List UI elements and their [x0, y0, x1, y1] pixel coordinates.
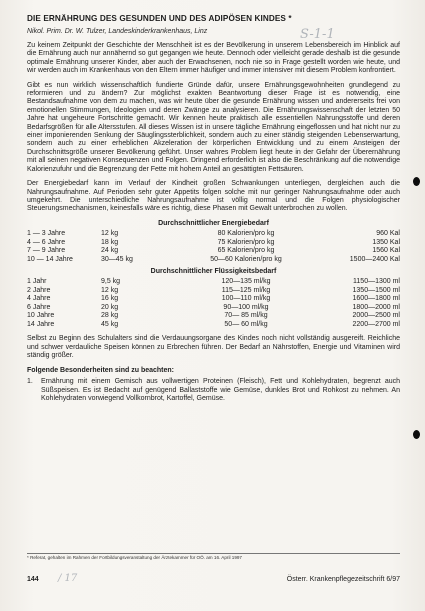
table-cell: 70— 85 ml/kg — [224, 312, 268, 320]
punch-hole — [413, 177, 420, 186]
table-row — [27, 287, 400, 296]
table-cell: 10 — 14 Jahre — [27, 255, 73, 263]
paragraph-3: Der Energiebedarf kann im Verlauf der Kindheit großen Schwankungen unterliegen, dergleichen auch die Nahrungsaufnahme. Auf Perioden sehr guter Appetits folgen solche mit nur geringer Nahrungsaufnahme oder auch umgekehrt. Die unterschiedliche Nahrungsaufnahme ist völlig normal und die Folgen physiologischer Steuerungsmechanismen, keinesfalls wäre es richtig, diese Phasen mit Gewalt unterbrochen zu wollen. — [27, 180, 400, 213]
table-cell: 80 Kalorien/pro kg — [217, 230, 275, 238]
table-row — [27, 295, 400, 304]
table-cell: 2200—2700 ml — [352, 320, 400, 328]
footnote: * Referat, gehalten im Rahmen der Fortbildungsveranstaltung der Ärztekammer für OÖ. am 16. April 1997 — [27, 553, 400, 560]
table-cell: 2000—2500 ml — [352, 312, 400, 320]
table-cell: 7 — 9 Jahre — [27, 247, 66, 255]
handwritten-annotation: S-1-1 — [300, 27, 335, 42]
table-cell: 18 kg — [101, 238, 119, 246]
list-item — [27, 378, 400, 403]
list-item-number: 1. — [27, 378, 33, 386]
table-cell: 28 kg — [101, 312, 119, 320]
energy-table — [27, 230, 400, 264]
table-cell: 45 kg — [101, 320, 119, 328]
table-cell: 14 Jahre — [27, 320, 55, 328]
table-row — [27, 312, 400, 321]
journal-name: Österr. Krankenpflegezeitschrift 6/97 — [286, 576, 400, 583]
table-cell: 12 kg — [101, 286, 119, 294]
table-cell: 65 Kalorien/pro kg — [217, 247, 275, 255]
table-cell: 115—125 ml/kg — [221, 286, 271, 294]
table-row — [27, 230, 400, 239]
table-cell: 1350 Kal — [372, 238, 400, 246]
table-cell: 1150—1300 ml — [353, 277, 400, 285]
table-cell: 960 Kal — [376, 230, 400, 238]
list-item-text: Ernährung mit einem Gemisch aus vollwertigen Proteinen (Fleisch), Fett und Kohlehydraten, begrenzt auch Süßspeisen. Es ist Bedacht auf genügend Ballaststoffe wie Gemüse, dunkles Brot und Rohkost zu nehmen. An Kohlehydraten vorwiegend Vollkornbrot, Kartoffel, Gemüse. — [41, 378, 400, 402]
table-row — [27, 256, 400, 265]
punch-hole — [413, 430, 420, 439]
paragraph-after-tables: Selbst zu Beginn des Schulalters sind die Verdauungsorgane des Kindes noch nicht vollständig ausgereift. Reichliche und schwer verdauliche Speisen können zu Erbrechen führen. Der Bedarf an Nährstoffen, Energie und Vitaminen wird ständig größer. — [27, 335, 400, 360]
article-title: DIE ERNÄHRUNG DES GESUNDEN UND DES ADIPÖSEN KINDES * — [27, 14, 292, 23]
table-row — [27, 247, 400, 256]
paragraph-2: Gibt es nun wirklich wissenschaftlich fundierte Gründe dafür, unsere Ernährungsgewohnheiten grundlegend zu reformieren und zu ändern? Zur möglichst exakten Beantwortung dieser Frage ist es notwendig, eine Bestandsaufnahme von dem zu machen, was wir heute über die gesunde Ernährung wissen und andererseits frei von emotionellen Stimmungen, Ideologien und deren Zwänge zu analysieren. Die Ernährungswissenschaft der letzten 50 Jahre hat ungeheure Fortschritte gemacht. Wir kennen heute praktisch alle essentiellen Nahrungsstoffe und deren Bedarfsgrößen für alle Altersstufen. All dieses Wissen ist in unsere tägliche Ernährung eingeflossen und hat nicht nur zu einer imponierenden Senkung der Säuglingssterblichkeit, sondern auch zu einer ständig steigenden Lebenserwartung, sondern auch zu einer erheblichen Akzeleration der körperlichen Entwicklung und zu einem Ansteigen der Durchschnittsgröße unserer Bevölkerung geführt. Unser wahres Problem liegt heute in der Gefahr der Überernährung mit all seinen negativen Konsequenzen und Folgen. Dringend erforderlich ist also die Beschränkung auf die notwendige Kalorienzufuhr und die Begrenzung der Fette mit hohem Anteil an gesättigten Fettsäuren. — [27, 81, 400, 173]
table-row — [27, 278, 400, 287]
page-number: 144 — [27, 576, 39, 583]
table-row — [27, 304, 400, 313]
page-footer — [27, 576, 400, 583]
table-row — [27, 239, 400, 248]
section-heading: Folgende Besonderheiten sind zu beachten: — [27, 366, 175, 374]
table-cell: 1 — 3 Jahre — [27, 230, 66, 238]
table-cell: 120—135 ml/kg — [221, 277, 271, 285]
table-cell: 1350—1500 ml — [352, 286, 400, 294]
table-cell: 1800—2000 ml — [352, 303, 400, 311]
paragraph-1: Zu keinem Zeitpunkt der Geschichte der Menschheit ist es der Bevölkerung in unserem Lebensbereich im Hinblick auf die Ernährung auch nur annähernd so gut gegangen wie heute. Dennoch oder vielleicht gerade deshalb ist die gesunde optimale Ernährung unserer Kinder, aber auch der Erwachsenen, noch nie so in Frage gestellt worden wie heute, und wir werden auch im Krankenhaus von den Eltern immer häufiger und immer intensiver mit diesem Problem konfrontiert. — [27, 42, 400, 75]
table-cell: 100—110 ml/kg — [221, 295, 271, 303]
article-body — [27, 14, 400, 403]
table-cell: 16 kg — [101, 295, 119, 303]
table-cell: 50— 60 ml/kg — [224, 320, 268, 328]
fluid-table-title: Durchschnittlicher Flüssigkeitsbedarf — [150, 267, 277, 275]
table-cell: 1 Jahr — [27, 277, 47, 285]
table-cell: 10 Jahre — [27, 312, 55, 320]
table-cell: 30—45 kg — [101, 255, 133, 263]
article-author: Nikol. Prim. Dr. W. Tulzer, Landeskinderkrankenhaus, Linz — [27, 28, 208, 35]
handwritten-annotation: / 17 — [58, 573, 78, 584]
table-cell: 1600—1800 ml — [352, 295, 400, 303]
table-cell: 1560 Kal — [372, 247, 400, 255]
table-cell: 2 Jahre — [27, 286, 51, 294]
table-cell: 6 Jahre — [27, 303, 51, 311]
table-cell: 24 kg — [101, 247, 119, 255]
table-cell: 75 Kalorien/pro kg — [217, 238, 275, 246]
table-cell: 1500—2400 Kal — [349, 255, 400, 263]
table-cell: 4 Jahre — [27, 295, 51, 303]
energy-table-title: Durchschnittlicher Energiebedarf — [158, 219, 269, 227]
fluid-table — [27, 278, 400, 330]
table-cell: 12 kg — [101, 230, 119, 238]
table-cell: 20 kg — [101, 303, 119, 311]
table-cell: 50—60 Kalorien/pro kg — [210, 255, 282, 263]
table-cell: 4 — 6 Jahre — [27, 238, 66, 246]
table-row — [27, 321, 400, 330]
table-cell: 90—100 ml/kg — [223, 303, 269, 311]
table-cell: 9,5 kg — [101, 277, 121, 285]
